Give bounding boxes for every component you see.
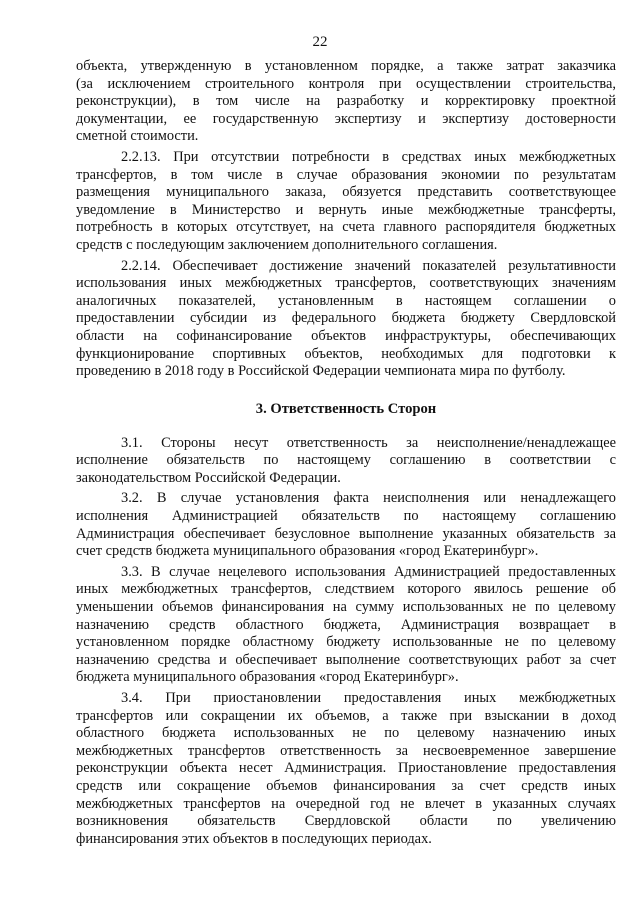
text-line: законодательством Российской Федерации. [76, 469, 341, 486]
text-line: иных межбюджетных трансфертов, следствием которого явилось решение об [76, 581, 616, 598]
text-line: исполнения Администрацией обязательств по настоящему соглашению [76, 508, 616, 525]
text-line: финансирования этих объектов в последующих периодах. [76, 830, 432, 847]
text-line: 3.4. При приостановлении предоставления иных межбюджетных [121, 690, 616, 706]
text-line: объекта, утвержденную в установленном порядке, а также затрат заказчика [76, 58, 616, 74]
text-line: (за исключением строительного контроля при осуществлении строительства, [76, 75, 616, 92]
page-number: 22 [312, 34, 328, 50]
text-line: использования иных межбюджетных трансфертов, соответствующих значениям [76, 275, 616, 292]
text-line: уменьшении объемов финансирования на сумму использованных не по целевому [76, 599, 616, 616]
text-line: средств или сокращение объемов финансирования за счет средств иных [76, 777, 616, 794]
text-line: предоставлении субсидии из федерального бюджета бюджету Свердловской [76, 310, 616, 327]
text-line: Администрация обеспечивает безусловное выполнение указанных обязательств за [76, 525, 616, 542]
text-line: уведомление в Министерство и вернуть иные межбюджетные трансферты, [76, 201, 616, 218]
text-line: реконструкции), в том числе на разработку и корректировку проектной [76, 93, 616, 110]
text-line: установленном порядке областному бюджету использованные не по целевому [76, 634, 616, 651]
text-line: потребность в которых отсутствует, на счета главного распорядителя бюджетных [76, 219, 616, 236]
text-line: средств с последующим заключением дополнительного соглашения. [76, 236, 498, 253]
text-line: межбюджетных трансфертов ответственность за несвоевременное завершение [76, 742, 616, 759]
text-line: трансфертов или сокращении их объемов, а также при взыскании в доход [76, 707, 616, 724]
text-line: функционирование спортивных объектов, необходимых для подготовки к [76, 345, 616, 362]
text-line: бюджета муниципального образования «город Екатеринбург». [76, 669, 459, 686]
text-line: назначению средств областного бюджета, Администрация возвращает в [76, 616, 616, 633]
paragraph-intro [76, 58, 616, 146]
paragraph-3-3 [76, 564, 616, 687]
text-line: 2.2.14. Обеспечивает достижение значений показателей результативности [121, 257, 616, 274]
text-line: межбюджетных трансфертов на очередной год не влечет в указанных случаях [76, 795, 616, 812]
text-line: трансфертов, в том числе в случае образования экономии по результатам [76, 166, 616, 183]
paragraph-3-2 [76, 490, 616, 560]
text-line: реконструкции объекта несет Администрация. Приостановление предоставления [76, 760, 616, 777]
text-line: размещения муниципального заказа, обязуется представить соответствующее [76, 184, 616, 201]
text-line: аналогичных показателей, установленным в настоящем соглашении о [76, 292, 616, 309]
text-line: 3.3. В случае нецелевого использования Администрацией предоставленных [121, 563, 616, 580]
text-line: областного бюджета использованных не по целевому назначению иных [76, 725, 616, 742]
text-line: счет средств бюджета муниципального образования «город Екатеринбург». [76, 543, 539, 560]
text-line: документации, ее государственную экспертизу и экспертизу достоверности [76, 110, 616, 127]
text-line: проведению в 2018 году в Российской Федерации чемпионата мира по футболу. [76, 363, 566, 380]
text-line: возникновения обязательств Свердловской области по увеличению [76, 813, 616, 830]
paragraph-2-2-13 [76, 149, 616, 255]
text-line: 3.2. В случае установления факта неисполнения или ненадлежащего [121, 490, 616, 507]
document-body [76, 58, 616, 851]
paragraph-3-4 [76, 690, 616, 848]
text-line: области на софинансирование объектов инфраструктуры, обеспечивающих [76, 327, 616, 344]
text-line: 2.2.13. При отсутствии потребности в средствах иных межбюджетных [121, 148, 616, 165]
paragraph-3-1 [76, 435, 616, 488]
paragraph-2-2-14 [76, 258, 616, 381]
text-line: сметной стоимости. [76, 128, 199, 145]
text-line: 3.1. Стороны несут ответственность за неисполнение/ненадлежащее [121, 434, 616, 451]
text-line: назначению средства и обеспечивает выполнение соответствующих работ за счет [76, 651, 616, 668]
section-title: 3. Ответственность Сторон [255, 400, 437, 417]
text-line: исполнение обязательств по настоящему соглашению в соответствии с [76, 452, 616, 469]
